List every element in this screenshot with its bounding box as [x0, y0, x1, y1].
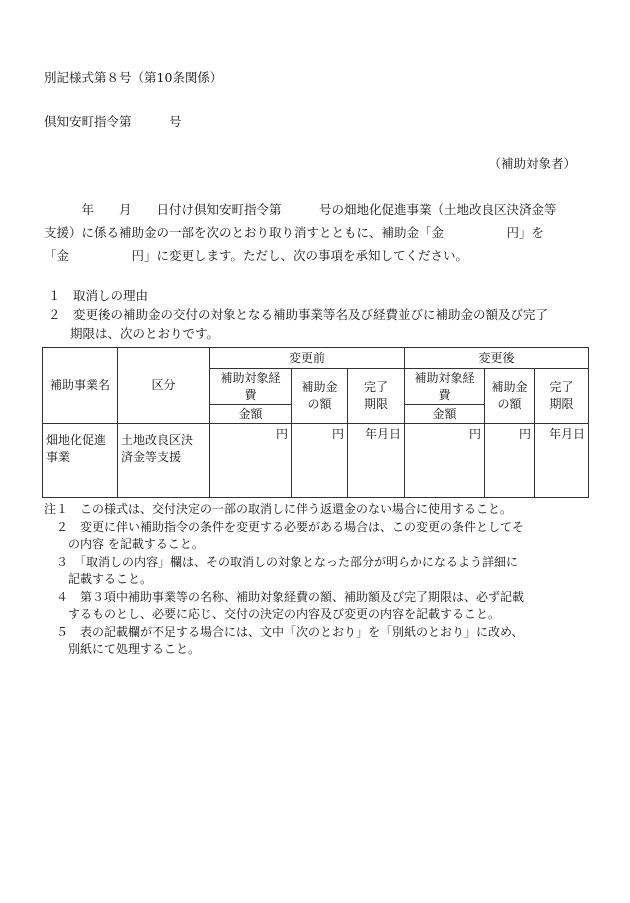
header-deadline-before: 完了 期限	[348, 369, 405, 424]
item-1: １ 取消しの理由	[48, 288, 149, 303]
note-line: 別紙にて処理すること。	[44, 642, 201, 656]
header-amount-after: 金額	[405, 405, 485, 424]
header-after-change: 変更後	[405, 348, 589, 369]
note-line: ４ 第３項中補助事業等の名称、補助対象経費の額、補助額及び完了期限は、必ず記載	[44, 589, 525, 604]
note-line: ２ 変更に伴い補助指令の条件を変更する必要がある場合は、この変更の条件としてそ	[44, 519, 525, 534]
cell-category: 土地改良区決 済金等支援	[118, 424, 210, 498]
header-eligible-cost-before: 補助対象経 費	[210, 369, 292, 405]
cell-project-name: 畑地化促進 事業	[43, 424, 118, 498]
header-subsidy-before: 補助金 の額	[292, 369, 348, 424]
item-2-line-2: 期限は、次のとおりです。	[70, 326, 220, 341]
note-line: 注１ この様式は、交付決定の一部の取消しに伴う返還金のない場合に使用すること。	[44, 502, 513, 516]
addressee: （補助対象者）	[488, 156, 576, 171]
directive-number: 倶知安町指令第 号	[44, 114, 182, 129]
header-before-change: 変更前	[210, 348, 405, 369]
item-2-line-1: ２ 変更後の補助金の交付の対象となる補助事業等名及び経費並びに補助金の額及び完了	[48, 307, 549, 322]
header-amount-before: 金額	[210, 405, 292, 424]
notes-section	[44, 501, 594, 659]
body-paragraph	[44, 198, 584, 267]
body-line: 「金 円」に変更します。ただし、次の事項を承知してください。	[44, 248, 469, 263]
cell-deadline-before: 年月日	[348, 424, 405, 498]
note-line: ３ 「取消しの内容」欄は、その取消しの対象となった部分が明らかになるよう詳細に	[44, 554, 519, 569]
header-deadline-after: 完了 期限	[535, 369, 589, 424]
note-line: の内容 を記載すること。	[44, 537, 204, 551]
note-line: 記載すること。	[44, 572, 153, 586]
header-subsidy-after: 補助金 の額	[485, 369, 535, 424]
note-line: ５ 表の記載欄が不足する場合には、文中「次のとおり」を「別紙のとおり」に改め、	[44, 624, 524, 639]
cell-amount-after: 円	[405, 424, 485, 498]
header-project-name: 補助事業名	[43, 348, 118, 424]
header-eligible-cost-after: 補助対象経 費	[405, 369, 485, 405]
cell-subsidy-after: 円	[485, 424, 535, 498]
body-line: 支援）に係る補助金の一部を次のとおり取り消すとともに、補助金「金 円」を	[44, 225, 545, 240]
cell-deadline-after: 年月日	[535, 424, 589, 498]
header-category: 区分	[118, 348, 210, 424]
body-line: 年 月 日付け倶知安町指令第 号の畑地化促進事業（土地改良区決済金等	[44, 202, 557, 217]
subsidy-table	[42, 347, 589, 498]
note-line: するものとし、必要に応じ、交付の決定の内容及び変更の内容を記載すること。	[44, 607, 501, 621]
cell-subsidy-before: 円	[292, 424, 348, 498]
cell-amount-before: 円	[210, 424, 292, 498]
form-number: 別記様式第８号（第10条関係）	[44, 70, 223, 85]
